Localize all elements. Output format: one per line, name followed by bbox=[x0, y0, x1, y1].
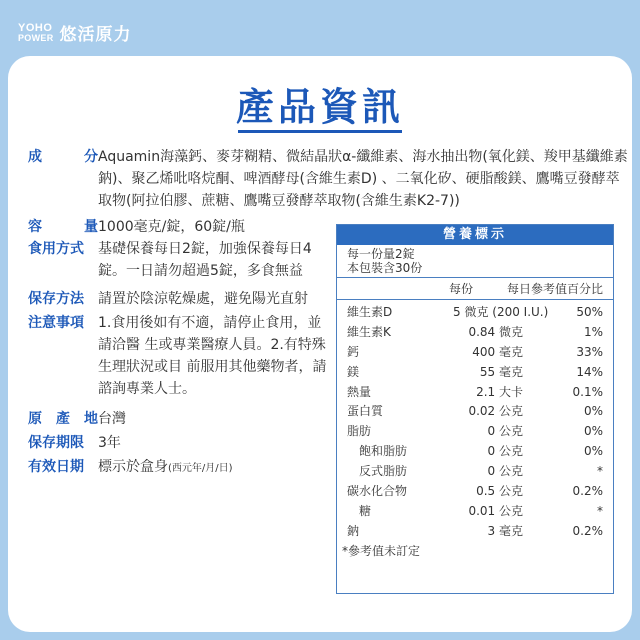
nutrition-row bbox=[337, 442, 613, 462]
nutrient-percent: 14% bbox=[576, 364, 603, 379]
nutrient-name: 脂肪 bbox=[347, 424, 372, 439]
nutrient-name: 碳水化合物 bbox=[347, 484, 408, 499]
page-title: 產品資訊 bbox=[235, 85, 404, 129]
ingredients-label: 成 分 bbox=[28, 149, 98, 165]
nutrition-row bbox=[337, 422, 613, 442]
nutrient-amount: 55 毫克 bbox=[479, 364, 523, 379]
nutrition-column-headers bbox=[337, 278, 613, 300]
ingredients-value: Aquamin海藻鈣、麥芽糊精、微結晶狀α-纖維素、海水抽出物(氧化鎂、羧甲基纖維素鈉)、聚乙烯吡咯烷酮、啤酒酵母(含維生素D) 、二氧化矽、硬脂酸鎂、鷹嘴豆發酵萃取物(阿拉伯膠、蔗糖、鷹嘴豆發酵萃取物(含維生素K2-7)) bbox=[98, 149, 628, 209]
nutrient-amount: 2.1 大卡 bbox=[476, 384, 523, 399]
nutrient-amount: 0.02 公克 bbox=[468, 404, 523, 419]
nutrient-percent: 0% bbox=[583, 404, 603, 419]
product-info-card bbox=[8, 56, 632, 632]
brand-logo-line1: YOHO bbox=[18, 21, 53, 34]
nutrition-serving bbox=[337, 245, 613, 278]
brand-logo bbox=[18, 23, 54, 43]
nutrient-percent: 0.2% bbox=[572, 484, 603, 499]
nutrition-rows bbox=[337, 300, 613, 542]
expiry-label: 有效日期 bbox=[28, 459, 84, 475]
brand-name: 悠活原力 bbox=[59, 25, 132, 45]
nutrition-footnote: *參考值未訂定 bbox=[342, 544, 421, 558]
caution-value: 1.食用後如有不適，請停止食用，並請洽醫 生或專業醫療人員。2.有特殊生理狀況或目 前服用其他藥物者，請諮詢專業人士。 bbox=[98, 315, 327, 397]
nutrition-row bbox=[337, 522, 613, 542]
nutrient-amount: 0 公克 bbox=[487, 424, 523, 439]
nutrient-amount: 0 公克 bbox=[487, 444, 523, 459]
nutrient-name: 鎂 bbox=[347, 364, 360, 379]
nutrient-name: 維生素D bbox=[347, 305, 393, 319]
nutrient-amount: 3 毫克 bbox=[487, 523, 523, 538]
nutrient-name: 鈉 bbox=[347, 523, 360, 538]
nutrient-name: 維生素K bbox=[347, 324, 391, 339]
nutrition-header: 營養標示 bbox=[337, 225, 613, 245]
nutrition-row bbox=[337, 363, 613, 383]
column-amount: 每份 bbox=[448, 282, 473, 296]
brand bbox=[18, 20, 132, 45]
nutrient-percent: * bbox=[597, 503, 603, 518]
shelf-life-value: 3年 bbox=[98, 435, 121, 451]
serving-size: 每一份量2錠 bbox=[347, 247, 415, 261]
nutrient-name: 糖 bbox=[359, 503, 372, 518]
nutrient-name: 蛋白質 bbox=[347, 404, 384, 419]
nutrition-row bbox=[337, 323, 613, 343]
servings-per-package: 本包裝含30份 bbox=[347, 261, 423, 275]
nutrition-row bbox=[337, 462, 613, 482]
nutrition-table bbox=[336, 224, 614, 594]
nutrient-percent: 0.2% bbox=[572, 523, 603, 538]
nutrition-row bbox=[337, 502, 613, 522]
storage-value: 請置於陰涼乾燥處，避免陽光直射 bbox=[98, 291, 308, 307]
expiry-format: (西元年/月/日) bbox=[168, 463, 233, 474]
nutrient-name: 熱量 bbox=[347, 384, 372, 399]
nutrient-name: 鈣 bbox=[347, 344, 360, 359]
nutrient-percent: 1% bbox=[583, 324, 603, 339]
usage-value: 基礎保養每日2錠，加強保養每日4錠。一日請勿超過5錠，多食無益 bbox=[98, 241, 312, 279]
nutrient-percent: 0.1% bbox=[572, 384, 603, 399]
nutrient-amount: 5 微克 (200 I.U.) bbox=[453, 305, 549, 319]
nutrient-percent: 0% bbox=[583, 424, 603, 439]
title-underline bbox=[238, 130, 402, 133]
column-percent: 每日參考值百分比 bbox=[506, 282, 603, 296]
nutrient-percent: 50% bbox=[576, 305, 603, 319]
nutrition-row bbox=[337, 343, 613, 363]
usage-label: 食用方式 bbox=[28, 241, 84, 257]
brand-logo-line2: POWER bbox=[18, 32, 54, 43]
origin-value: 台灣 bbox=[98, 411, 126, 427]
nutrient-percent: * bbox=[597, 464, 603, 479]
storage-label: 保存方法 bbox=[28, 291, 84, 307]
origin-label: 原 產 地 bbox=[28, 411, 98, 427]
nutrient-percent: 0% bbox=[583, 444, 603, 459]
expiry-value: 標示於盒身(西元年/月/日) bbox=[98, 459, 233, 475]
nutrient-amount: 0.84 微克 bbox=[468, 324, 523, 339]
nutrient-name: 飽和脂肪 bbox=[359, 444, 408, 459]
nutrient-percent: 33% bbox=[576, 344, 603, 359]
nutrient-amount: 0.01 公克 bbox=[468, 503, 523, 518]
capacity-label: 容 量 bbox=[28, 219, 98, 235]
shelf-life-label: 保存期限 bbox=[28, 435, 84, 451]
caution-label: 注意事項 bbox=[28, 315, 84, 331]
nutrient-amount: 0.5 公克 bbox=[476, 484, 523, 499]
nutrition-row bbox=[337, 402, 613, 422]
nutrition-row bbox=[337, 303, 613, 323]
nutrient-name: 反式脂肪 bbox=[359, 464, 408, 479]
nutrition-row bbox=[337, 383, 613, 403]
nutrition-row bbox=[337, 482, 613, 502]
nutrient-amount: 400 毫克 bbox=[472, 344, 523, 359]
nutrient-amount: 0 公克 bbox=[487, 464, 523, 479]
capacity-value: 1000毫克/錠，60錠/瓶 bbox=[98, 219, 245, 235]
